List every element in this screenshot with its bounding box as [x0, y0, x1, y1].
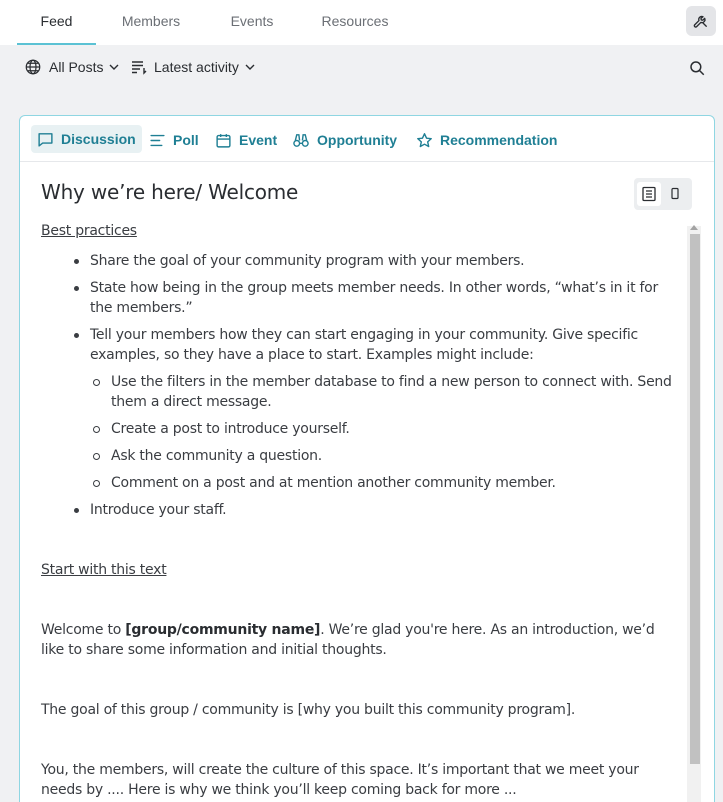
sort-label: Latest activity [154, 59, 239, 75]
list-item: Tell your members how they can start engaging in your community. Give specific examples, so they have a place to start. Examples might include: [41, 325, 681, 365]
star-icon [416, 132, 433, 149]
chevron-down-icon [108, 61, 120, 73]
binoculars-icon [292, 132, 310, 149]
calendar-icon [215, 132, 232, 149]
sub-list-item: Use the filters in the member database to find a new person to connect with. Send them a direct message. [41, 372, 681, 412]
top-nav [0, 0, 723, 45]
poll-lines-icon [149, 132, 166, 149]
post-composer [19, 115, 715, 802]
mobile-view-icon [669, 187, 681, 201]
posts-filter-label: All Posts [49, 59, 104, 75]
editor-scrollbar[interactable] [687, 226, 701, 802]
sub-list-item: Create a post to introduce yourself. [41, 419, 681, 439]
sub-list-item: Comment on a post and at mention another community member. [41, 473, 681, 493]
sub-list-item: Ask the community a question. [41, 446, 681, 466]
wrench-icon [692, 12, 710, 30]
post-type-recommendation[interactable]: Recommendation [416, 130, 557, 150]
tools-button[interactable] [686, 6, 716, 36]
filter-bar [0, 45, 723, 91]
search-icon [688, 59, 706, 77]
chat-bubble-icon [37, 131, 54, 148]
tab-resources[interactable]: Resources [321, 13, 389, 29]
posts-filter-dropdown[interactable] [24, 57, 120, 77]
post-type-event[interactable]: Event [215, 130, 277, 150]
post-title[interactable]: Why we’re here/ Welcome [41, 180, 299, 204]
globe-icon [24, 58, 42, 76]
list-item: Share the goal of your community program with your members. [41, 251, 681, 271]
tab-events[interactable]: Events [230, 13, 274, 29]
search-button[interactable] [686, 57, 708, 79]
scroll-up-arrow[interactable] [690, 225, 698, 230]
view-mode-toggle [634, 178, 692, 210]
goal-paragraph: The goal of this group / community is [why you built this community program]. [41, 702, 576, 718]
post-type-opportunity[interactable]: Opportunity [292, 130, 397, 150]
list-item: Introduce your staff. [41, 500, 681, 520]
tab-members[interactable]: Members [121, 13, 181, 29]
sort-dropdown[interactable] [131, 57, 256, 77]
sort-list-icon [131, 59, 147, 75]
post-type-discussion[interactable]: Discussion [31, 125, 142, 153]
tab-feed[interactable]: Feed [17, 0, 96, 45]
start-text-heading: Start with this text [41, 562, 167, 578]
culture-paragraph: You, the members, will create the culture of this space. It’s important that we meet your needs by .... Here is why we think you’ll keep coming back for more ... [41, 762, 639, 798]
list-item: State how being in the group meets member needs. In other words, “what’s in it for the members.” [41, 278, 681, 318]
post-type-tabs [20, 116, 714, 162]
chevron-down-icon [244, 61, 256, 73]
document-view-button[interactable] [637, 182, 661, 206]
document-view-icon [641, 186, 657, 202]
welcome-paragraph: Welcome to [group/community name]. We’re glad you're here. As an introduction, we’d like to share some information and initial thoughts. [41, 622, 655, 658]
best-practices-heading: Best practices [41, 223, 137, 239]
scrollbar-thumb[interactable] [690, 234, 700, 764]
mobile-view-button[interactable] [663, 182, 687, 206]
post-type-poll[interactable]: Poll [149, 130, 199, 150]
